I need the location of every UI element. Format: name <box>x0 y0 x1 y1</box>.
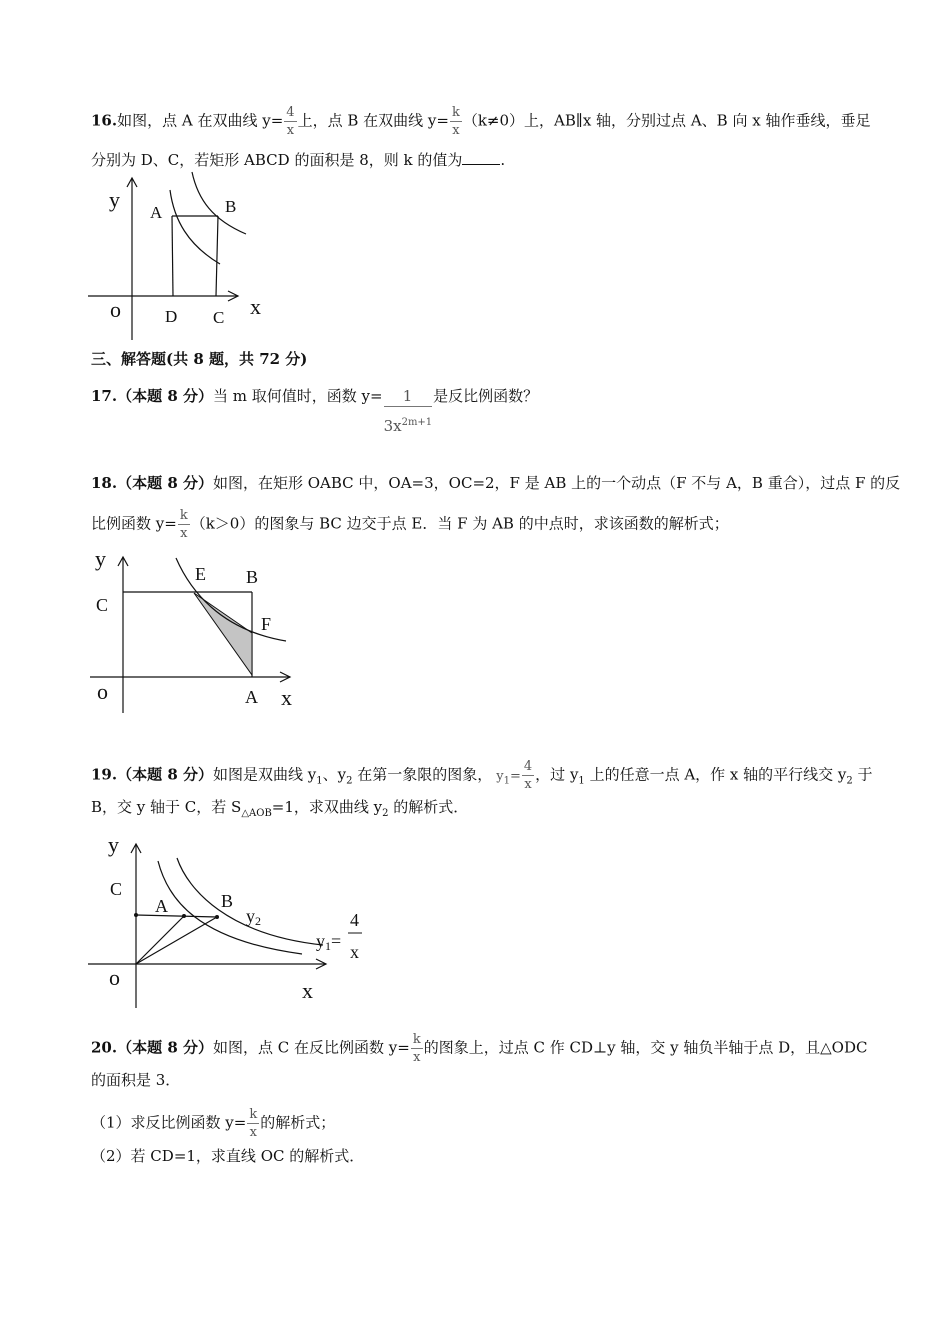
q16-line1 <box>91 104 870 139</box>
q19-label-C: C <box>110 879 123 899</box>
q16-label-B: B <box>225 197 237 216</box>
q19-label-4: 4 <box>350 910 359 930</box>
q19-label-x-den: x <box>350 942 359 962</box>
q19-label-B: B <box>221 891 234 911</box>
q18-label-B: B <box>246 567 259 587</box>
q17-number: 17.（本题 8 分） <box>91 387 213 405</box>
q16-line2: 分别为 D、C，若矩形 ABCD 的面积是 8，则 k 的值为 . <box>91 151 506 169</box>
q18-label-A: A <box>245 687 258 707</box>
q20-part2: （2）若 CD=1，求直线 OC 的解析式． <box>91 1147 365 1165</box>
q19-inline-eq: $y_1=$ <box>496 768 521 787</box>
q16-number: 16. <box>91 111 118 130</box>
q18-number: 18.（本题 8 分） <box>91 474 213 492</box>
q16-text-2: 上，点 B 在双曲线 y= <box>297 111 449 130</box>
q18-label-F: F <box>261 614 272 634</box>
q16-label-y: y <box>109 187 120 212</box>
q18-figure <box>90 545 310 715</box>
q18-label-o: o <box>97 679 108 704</box>
q20-part1: （1）求反比例函数 y= $\frac{k}{x}$ 的解析式； <box>91 1107 336 1140</box>
q20-part1-fraction: $\frac{k}{x}$ <box>249 1107 258 1140</box>
q18-label-E: E <box>195 564 206 584</box>
q18-label-y: y <box>95 546 106 571</box>
q16-label-A: A <box>150 203 163 222</box>
q19-fraction: $\frac{4}{x}$ <box>523 759 533 792</box>
q20-line2: 的面积是 3． <box>91 1071 181 1089</box>
q16-fraction-4-over-x: $\frac{4}{x}$ <box>286 105 295 138</box>
q20-fraction: $\frac{k}{x}$ <box>412 1032 421 1065</box>
q19-label-x: x <box>302 978 313 1003</box>
q16-answer-blank <box>462 150 500 165</box>
q16-fraction-k-over-x: $\frac{k}{x}$ <box>451 105 460 138</box>
q18-label-x: x <box>281 685 292 710</box>
q18-line2: 比例函数 y= $\frac{k}{x}$ （k＞0）的图象与 BC 边交于点 E．当 F 为 AB 的中点时，求该函数的解析式； <box>91 508 729 541</box>
q19-number: 19.（本题 8 分） <box>91 765 213 784</box>
q19-label-o: o <box>109 965 120 990</box>
q20-line1: 20.（本题 8 分）如图，点 C 在反比例函数 y= $\frac{k}{x}$ 的图象上，过点 C 作 CD⊥y 轴，交 y 轴负半轴于点 D，且△ODC <box>91 1032 868 1065</box>
q16-label-o: o <box>110 297 121 322</box>
q16-text-1: 如图，点 A 在双曲线 y= <box>117 111 284 130</box>
q19-line1: 19.（本题 8 分）如图是双曲线 $y_1$、$y_2$ 在第一象限的图象， $y_1=$ $\frac{4}{x}$ ，过 $y_1$ 上的任意一点 A，作 x 轴的平行线交 $y_2$ 于 <box>91 759 873 792</box>
q19-label-y2: y2 <box>246 906 261 928</box>
section-3-heading: 三、解答题(共 8 题，共 72 分) <box>91 350 308 368</box>
q18-line1: 18.（本题 8 分）如图，在矩形 OABC 中，OA=3，OC=2，F 是 AB 上的一个动点（F 不与 A，B 重合），过点 F 的反 <box>91 474 901 492</box>
q16-label-x: x <box>250 294 261 319</box>
q19-figure <box>88 830 378 1010</box>
q19-label-y1: y1= <box>316 931 342 953</box>
q16-label-D: D <box>165 307 178 326</box>
q16-label-C: C <box>213 308 225 327</box>
q17-line: 17.（本题 8 分）当 m 取何值时，函数 y= $\frac{1}{3x^{2m+1}}$ 是反比例函数？ <box>91 387 539 435</box>
q19-line2: B，交 y 轴于 C，若 $S_{\triangle AOB}=1$，求双曲线 $y_2$ 的解析式． <box>91 798 469 819</box>
q16-text-3: （k≠0）上，AB∥x 轴，分别过点 A、B 向 x 轴作垂线，垂足 <box>462 111 871 130</box>
q18-fraction: $\frac{k}{x}$ <box>179 508 188 541</box>
q19-label-y: y <box>108 832 119 857</box>
q16-figure <box>88 170 288 340</box>
q20-number: 20.（本题 8 分） <box>91 1038 213 1057</box>
q18-label-C: C <box>96 595 109 615</box>
q17-fraction: $\frac{1}{3x^{2m+1}}$ <box>383 387 433 435</box>
q19-label-A: A <box>155 896 168 916</box>
